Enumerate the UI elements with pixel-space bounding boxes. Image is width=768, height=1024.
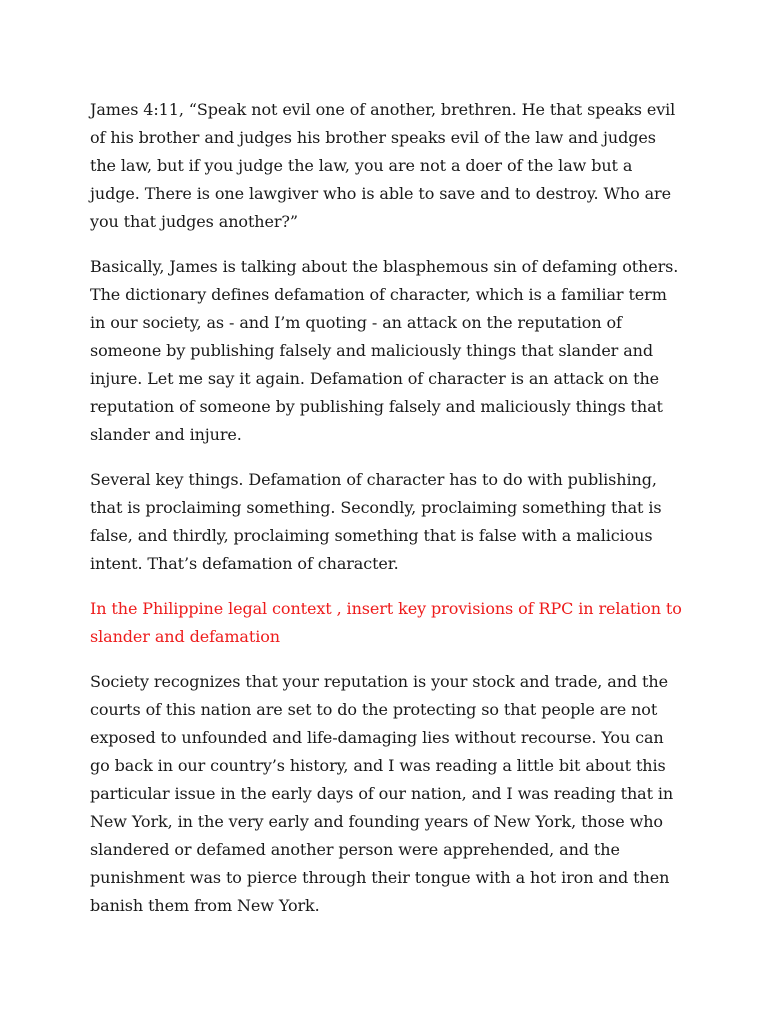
paragraph-key-things: Several key things. Defamation of character has to do with publishing, that is proclaiming something. Secondly, proclaiming something that is false, and thirdly, proclaiming something that is false with a malicious intent. That’s defamation of character. — [90, 470, 662, 573]
paragraph-editor-note: In the Philippine legal context , insert key provisions of RPC in relation to slander and defamation — [90, 599, 682, 646]
paragraph-society-reputation: Society recognizes that your reputation is your stock and trade, and the courts of this nation are set to do the protecting so that people are not exposed to unfounded and life-damaging lies without recourse. You can go back in our country’s history, and I was reading a little bit about this particular issue in the early days of our nation, and I was reading that in New York, in the very early and founding years of New York, those who slandered or defamed another person were apprehended, and the punishment was to pierce through their tongue with a hot iron and then banish them from New York. — [90, 672, 674, 915]
paragraph-defamation-definition: Basically, James is talking about the blasphemous sin of defaming others. The dictionary defines defamation of character, which is a familiar term in our society, as - and I’m quoting - an attack on the reputation of someone by publishing falsely and maliciously things that slander and injure. Let me say it again. Defamation of character is an attack on the reputation of someone by publishing falsely and maliciously things that slander and injure. — [90, 257, 679, 444]
document-page — [90, 96, 682, 937]
paragraph-scripture-quote: James 4:11, “Speak not evil one of another, brethren. He that speaks evil of his brother and judges his brother speaks evil of the law and judges the law, but if you judge the law, you are not a doer of the law but a judge. There is one lawgiver who is able to save and to destroy. Who are you that judges another?” — [90, 100, 676, 231]
